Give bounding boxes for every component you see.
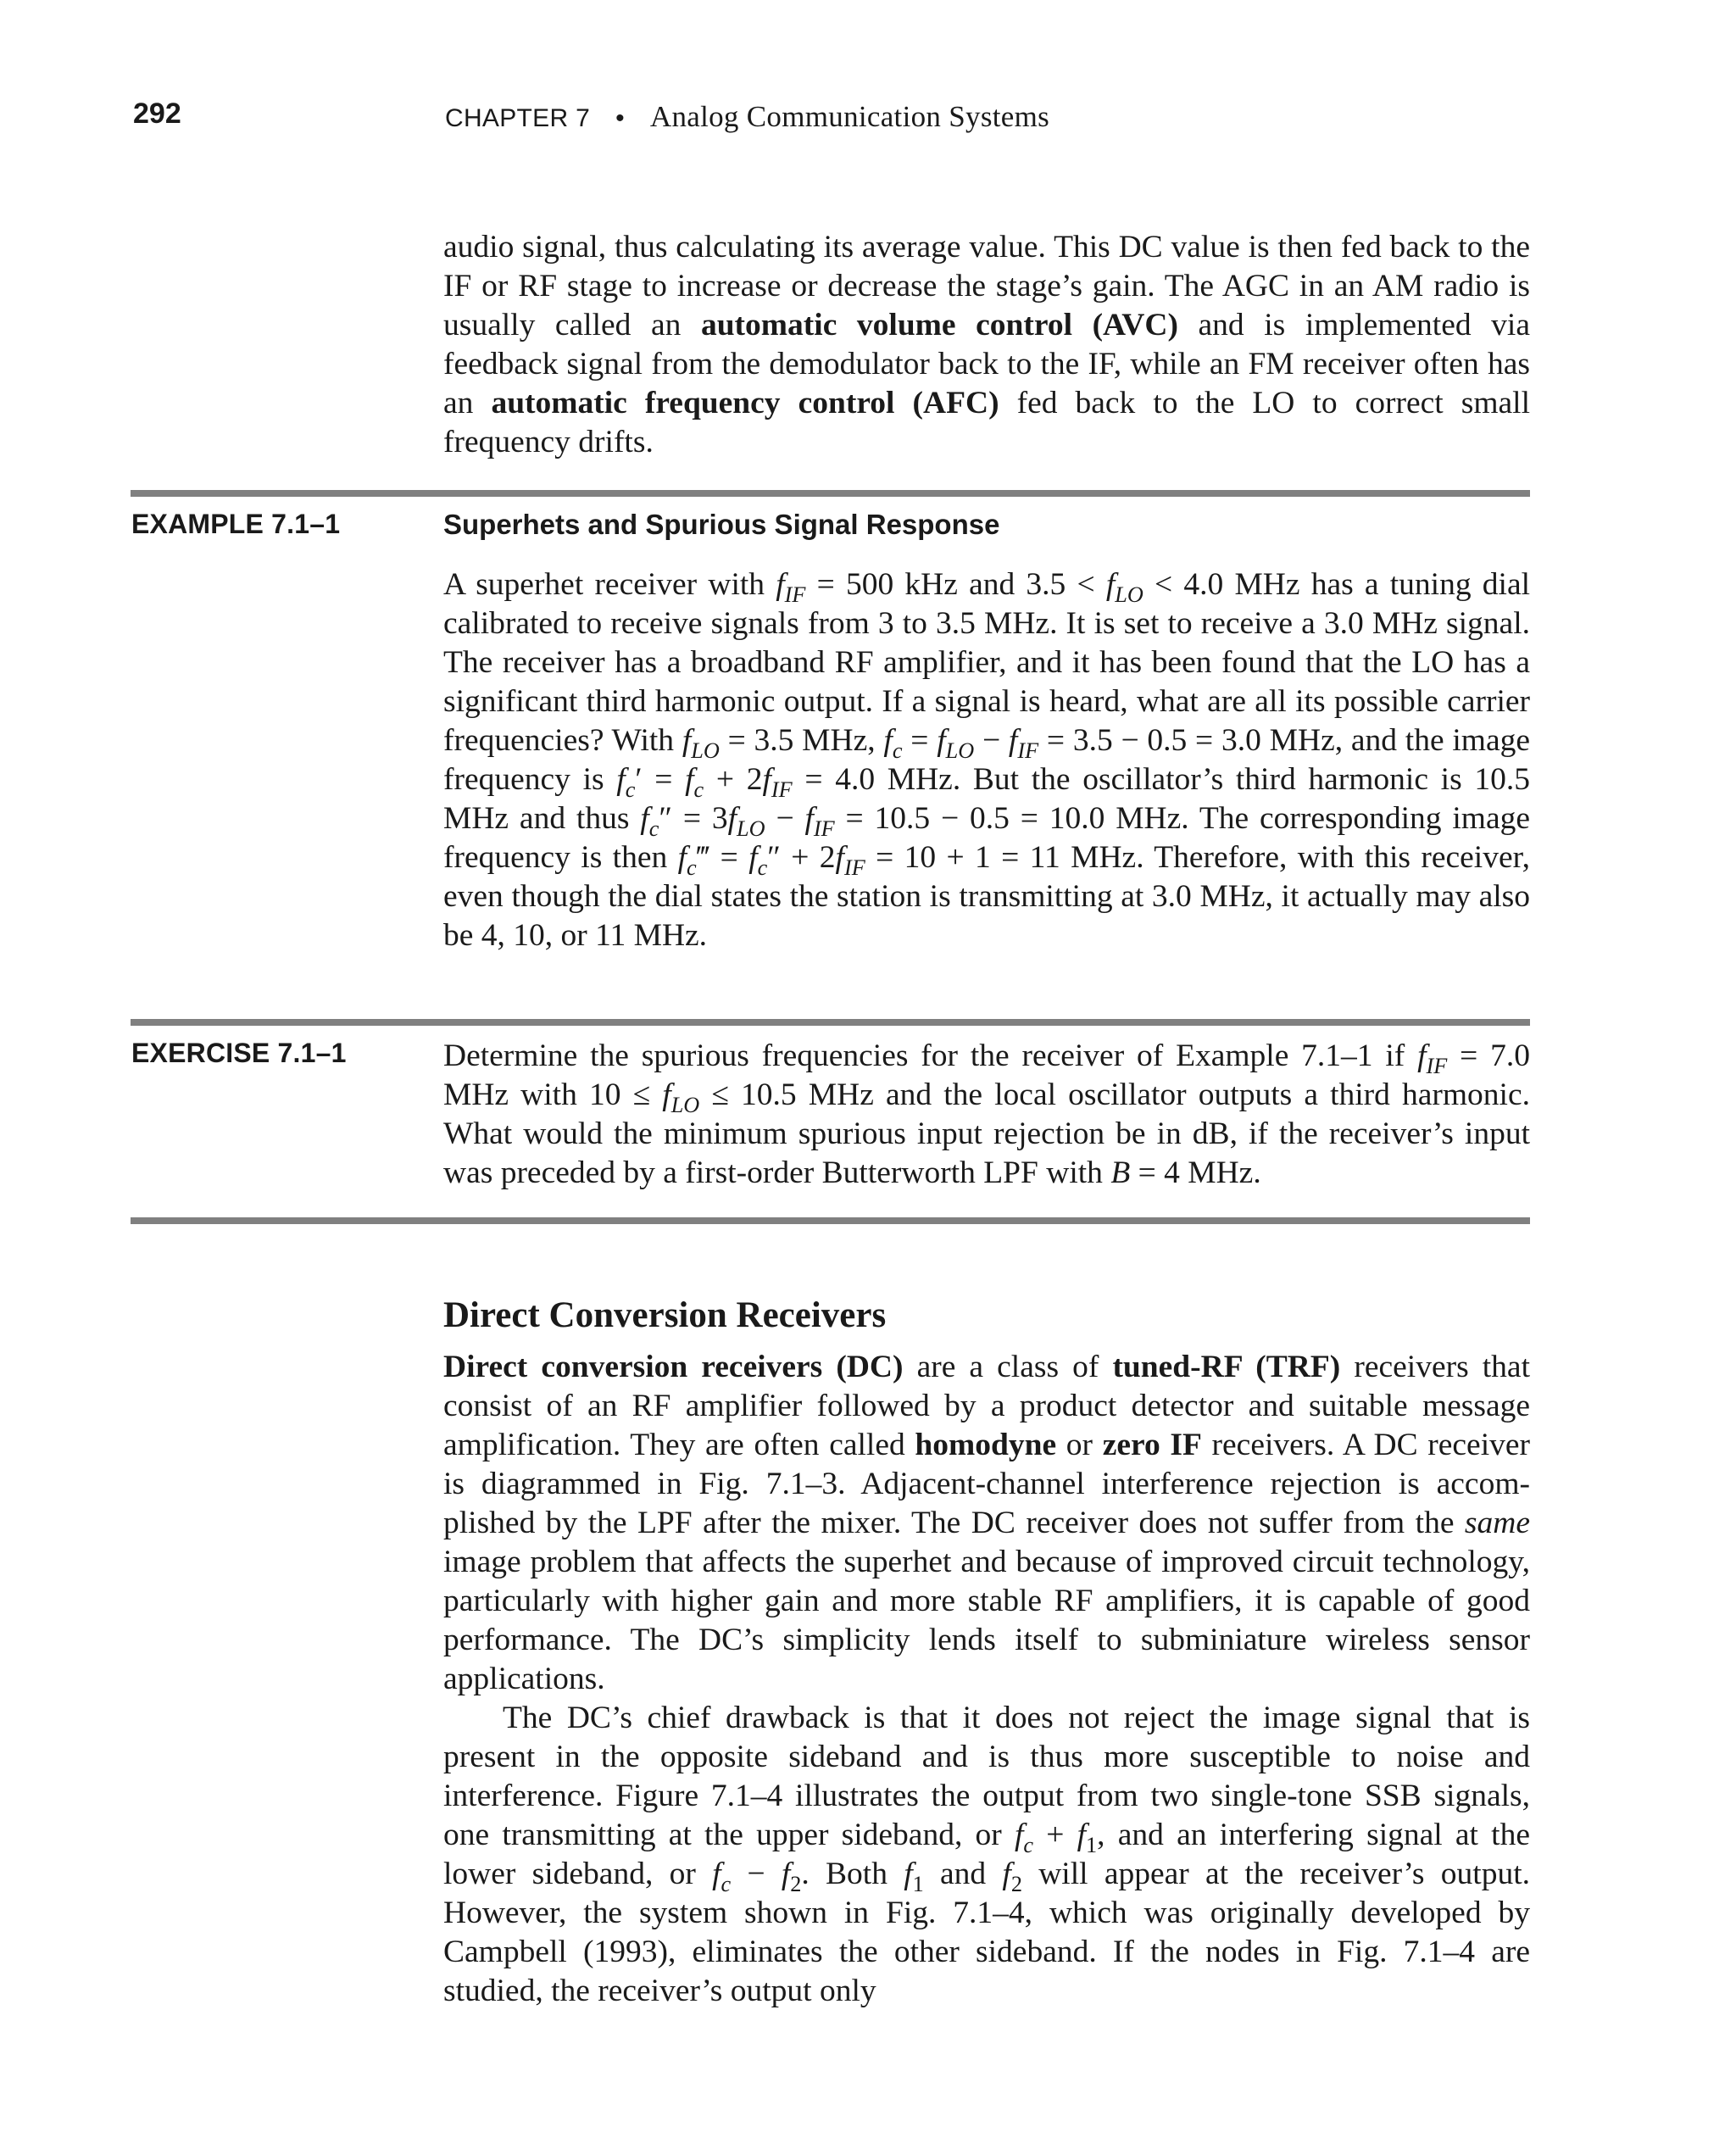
running-header [445,100,1049,134]
page-number: 292 [133,97,181,130]
section-paragraph-1: Direct conversion receivers (DC) are a class of tuned-RF (TRF) receivers that consist of an RF amplifier followed by a product detector and suitable message amplification. They are often called homodyne or zero IF receivers. A DC receiver is diagrammed in Fig. 7.1–3. Adjacent-channel interference rejection is accomplished by the LPF after the mixer. The DC receiver does not suffer from the same image problem that affects the superhet and because of improved circuit technology, particularly with higher gain and more stable RF amplifiers, it is capable of good performance. The DC’s simplicity lends itself to subminiature wireless sensor applications. [443,1350,1531,1696]
chapter-title: Analog Communication Systems [649,100,1050,133]
term-avc: automatic volume control (AVC) [700,308,1178,342]
example-body: A superhet receiver with $f_{IF} = 500$ kHz and $3.5 < f_{LO} < 4.0$ MHz has a tuning dial calibrated to receive signals from 3 to 3.5 MHz. It is set to receive a 3.0 MHz signal. The receiver has a broadband RF amplifier, and it has been found that the LO has a significant third harmonic output. If a signal is heard, what are all its possible carrier frequencies? With $f_{LO} = 3.5$ MHz, $f_c = f_{LO} - f_{IF} = 3.5 - 0.5 = 3.0$ MHz, and the image frequency is $f_c' = f_c + 2f_{IF} = 4.0$ MHz. But the oscillator’s third harmonic is 10.5 MHz and thus $f_c'' = 3f_{LO} - f_{IF} = 10.5 - 0.5 = 10.0$ MHz. The corresponding image frequency is then $f_c‴ = f_c'' + 2f_{IF} = 10 + 1 = 11$ MHz. Therefore, with this receiver, even though the dial states the station is transmitting at 3.0 MHz, it actually may also be 4, 10, or 11 MHz. [443,567,1531,953]
chapter-label: CHAPTER 7 [445,104,591,132]
intro-paragraph: audio signal, thus calculating its average value. This DC value is then fed back to the IF or RF stage to increase or decrease the stage’s gain. The AGC in an AM radio is usually called an automatic volume control (AVC) and is implemented via feedback signal from the demodulator back to the IF, while an FM receiver often has an automatic frequency control (AFC) fed back to the LO to correct small frequency drifts. [443,230,1530,459]
header-separator: • [615,104,625,132]
section-paragraph-2: The DC’s chief drawback is that it does not reject the image signal that is present in the opposite sideband and is thus more susceptible to noise and interference. Figure 7.1–4 illustrates the output from two single-tone SSB signals, one transmitting at the upper sideband, or $f_c + f_1$, and an interfering signal at the lower sideband, or $f_c - f_2$. Both $f_1$ and $f_2$ will appear at the receiver’s output. However, the system shown in Fig. 7.1–4, which was originally developed by Campbell (1993), eliminates the other sideband. If the nodes in Fig. 7.1–4 are studied, the receiver’s output only [443,1701,1530,2008]
example-title: Superhets and Spurious Signal Response [443,509,1000,540]
exercise-body: Determine the spurious frequencies for the receiver of Example 7.1–1 if $f_{IF} = 7.0$ MHz with $10 \le f_{LO} \le 10.5$ MHz and the local oscillator outputs a third harmonic. What would the minimum spurious input rejection be in dB, if the receiver’s input was preceded by a first-order Butterworth LPF with B = 4 MHz. [443,1038,1531,1190]
exercise-bottom-rule [131,1217,1530,1224]
term-afc: automatic frequency control (AFC) [491,386,999,420]
example-top-rule [131,490,1530,497]
section-body [443,1348,1530,2011]
example-label: EXAMPLE 7.1–1 [131,509,341,539]
exercise-label: EXERCISE 7.1–1 [131,1038,347,1068]
exercise-top-rule [131,1019,1530,1026]
section-heading: Direct Conversion Receivers [443,1295,887,1335]
